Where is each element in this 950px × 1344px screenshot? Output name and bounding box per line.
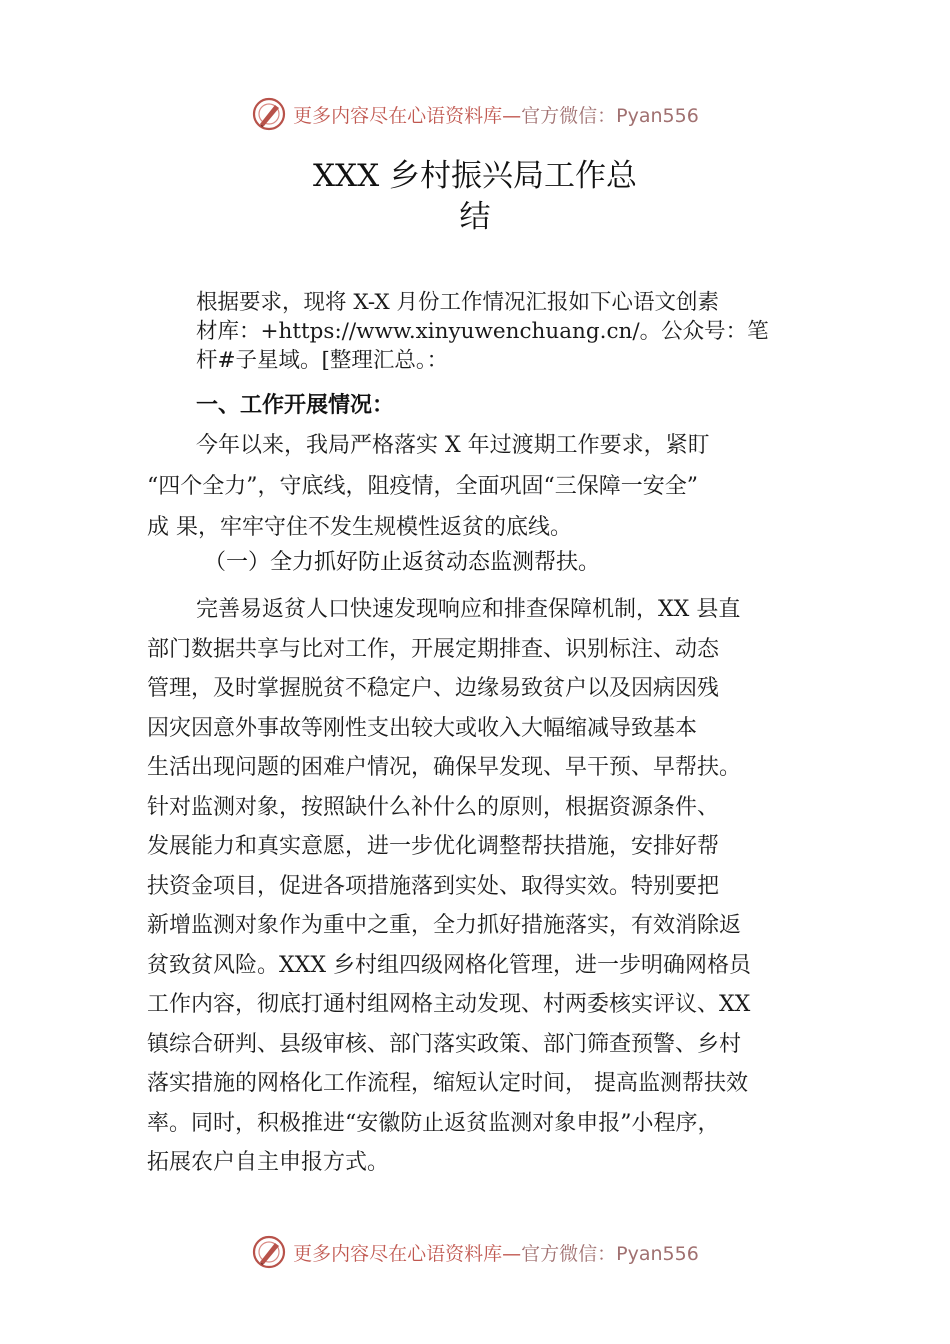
- paragraph-line: “四个全力”，守底线，阻疫情，全面巩固“三保障一安全”: [147, 474, 698, 499]
- paragraph-line: 镇综合研判、县级审核、部门落实政策、部门筛查预警、乡村: [147, 1031, 742, 1057]
- section-paragraph: [147, 425, 827, 548]
- section-heading: 一、工作开展情况：: [196, 393, 395, 418]
- paragraph-line: 管理，及时掌握脱贫不稳定户、边缘易致贫户以及因病因残: [147, 676, 720, 701]
- paragraph-line: 针对监测对象，按照缺什么补什么的原则，根据资源条件、: [147, 794, 720, 820]
- paragraph-line: 贫致贫风险。XXX 乡村组四级网格化管理，进一步明确网格员: [147, 952, 751, 978]
- document-title-line-1: XXX 乡村振兴局工作总: [312, 158, 638, 194]
- paragraph-line: 今年以来，我局严格落实 X 年过渡期工作要求，紧盯: [196, 433, 710, 458]
- footer-watermark-banner: [0, 1232, 950, 1272]
- paragraph-line: 完善易返贫人口快速发现响应和排查保障机制，XX 县直: [196, 597, 741, 622]
- banner-text: 更多内容尽在心语资料库—: [293, 104, 522, 127]
- intro-line: 根据要求，现将 X-X 月份工作情况汇报如下心语文创素: [196, 290, 720, 315]
- paragraph-line: 率。同时，积极推进“安徽防止返贫监测对象申报”小程序，: [147, 1110, 720, 1136]
- paragraph-line: 因灾因意外事故等刚性支出较大或收入大幅缩减导致基本: [147, 715, 698, 741]
- banner-wechat: 官方微信：Pyan556: [521, 1242, 699, 1265]
- intro-paragraph: [147, 288, 827, 375]
- pen-logo-icon: [251, 1234, 287, 1270]
- pen-logo-icon: [251, 96, 287, 132]
- subsection-heading: （一）全力抓好防止返贫动态监测帮扶。: [204, 550, 601, 575]
- header-watermark-banner: [0, 94, 950, 134]
- paragraph-line: 扶资金项目，促进各项措施落到实处、取得实效。特别要把: [147, 873, 720, 899]
- banner-text: 更多内容尽在心语资料库—: [293, 1242, 522, 1265]
- paragraph-line: 新增监测对象作为重中之重，全力抓好措施落实，有效消除返: [147, 913, 742, 938]
- paragraph-line: 成 果，牢牢守住不发生规模性返贫的底线。: [147, 515, 572, 540]
- banner-wechat: 官方微信：Pyan556: [521, 104, 699, 127]
- paragraph-line: 落实措施的网格化工作流程，缩短认定时间， 提高监测帮扶效: [147, 1071, 748, 1096]
- document-title-line-2: 结: [459, 199, 491, 235]
- paragraph-line: 工作内容，彻底打通村组网格主动发现、村两委核实评议、XX: [147, 992, 751, 1017]
- paragraph-line: 部门数据共享与比对工作，开展定期排查、识别标注、动态: [147, 636, 720, 662]
- intro-line: 材库：+https://www.xinyuwenchuang.cn/。公众号：笔: [196, 319, 769, 344]
- paragraph-line: 生活出现问题的困难户情况，确保早发现、早干预、早帮扶。: [147, 755, 742, 780]
- subsection-paragraph: [147, 590, 827, 1183]
- paragraph-line: 拓展农户自主申报方式。: [147, 1150, 390, 1175]
- paragraph-line: 发展能力和真实意愿，进一步优化调整帮扶措施，安排好帮: [147, 834, 720, 859]
- intro-line: 杆#子星域。[整理汇总。：: [196, 348, 449, 373]
